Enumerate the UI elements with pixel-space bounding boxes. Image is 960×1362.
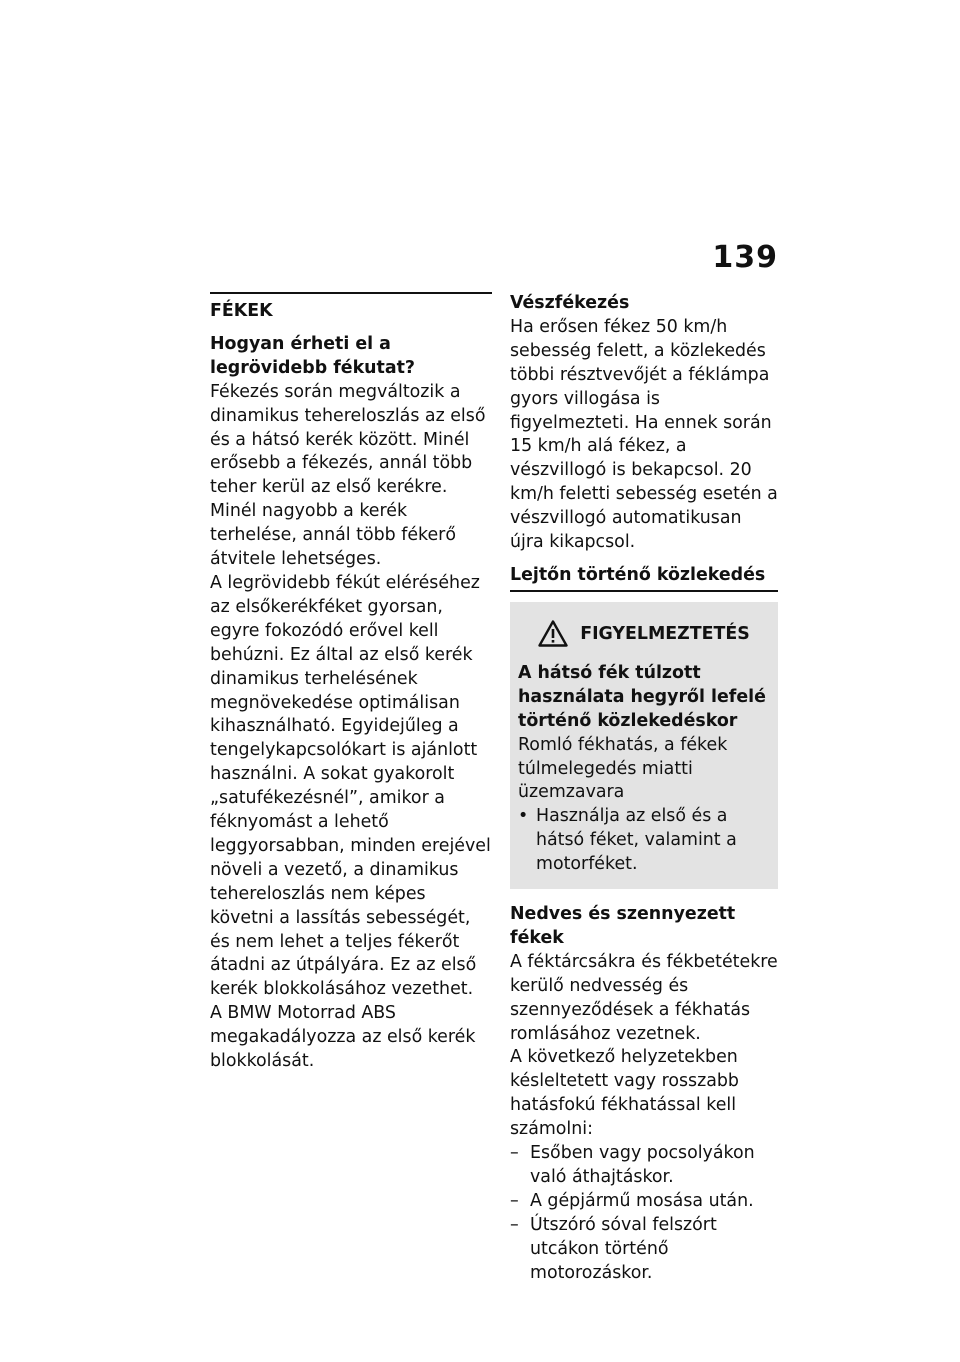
warning-title: A hátsó fék túlzott használata hegyről lefelé történő közlekedéskor: [518, 662, 766, 731]
paragraph-shortest-braking: A legrövidebb fékút eléréséhez az elsőkerékféket gyorsan, egyre fokozódó erővel kell behúzni. Ez által az első kerék dinamikus terhelésének megnövekedése optimálisan kihasználható. Egyidejűleg a tengelykapcsolókart is ajánlott használni. A sokat gyakorolt „satufékezésnél”, amikor a féknyomást a lehető leggyorsabban, minden erejével növeli a vezető, a dinamikus tehereloszlás nem képes követni a lassítás sebességét, és nem lehet a teljes fékerőt átadni az útpályára. Ez az első kerék blokkolásához vezethet.: [210, 572, 491, 1000]
warning-header: [518, 612, 770, 656]
warning-bullet-list: [518, 805, 770, 877]
emergency-braking-paragraph: Ha erősen fékez 50 km/h sebesség felett, a közlekedés többi résztvevőjét a féklámpa gyors villogása is figyelmezteti. Ha ennek során 15 km/h alá fékez, a vészvillogó is bekapcsol. 20 km/h feletti sebesség esetén a vészvillogó automatikusan újra kikapcsol.: [510, 316, 778, 553]
bullet-mark: •: [518, 806, 529, 827]
list-item: [518, 805, 770, 877]
dash-mark: –: [510, 1143, 519, 1164]
dash-item-text: Esőben vagy pocsolyákon való áthajtáskor.: [530, 1143, 755, 1187]
wet-brakes-heading: Nedves és szennyezett fékek: [510, 904, 736, 948]
warning-triangle-icon: [538, 620, 568, 647]
list-item: [510, 1214, 778, 1286]
wet-brakes-paragraph-1: A féktárcsákra és fékbetétekre kerülő nedvesség és szennyeződések a fékhatás romlásához vezetnek.: [510, 951, 778, 1044]
warning-text: Romló fékhatás, a fékek túlmelegedés miatti üzemzavara: [518, 734, 728, 803]
paragraph-load-distribution: Fékezés során megváltozik a dinamikus tehereloszlás az első és a hátsó kerék között. Minél erősebb a fékezés, annál több teher kerül az első kerékre. Minél nagyobb a kerék terhelése, annál több fékerő átvitele lehetséges.: [210, 381, 486, 570]
section-title: FÉKEK: [210, 301, 273, 321]
dash-item-text: A gépjármű mosása után.: [530, 1190, 754, 1211]
shortest-braking-heading: Hogyan érheti el a legrövidebb fékutat?: [210, 333, 415, 378]
wet-conditions-list: [510, 1142, 778, 1285]
page-number: 139: [712, 240, 778, 275]
right-column: [510, 292, 778, 1286]
wet-brakes-paragraph-2: A következő helyzetekben késleltetett vagy rosszabb hatásfokú fékhatással kell számolni:: [510, 1047, 739, 1140]
warning-box: [510, 602, 778, 889]
dash-mark: –: [510, 1190, 519, 1211]
list-item: [510, 1190, 778, 1214]
dash-mark: –: [510, 1214, 519, 1235]
paragraph-abs: A BMW Motorrad ABS megakadályozza az első kerék blokkolását.: [210, 1003, 476, 1072]
bullet-text: Használja az első és a hátsó féket, valamint a motorféket.: [536, 806, 737, 875]
emergency-braking-heading: Vészfékezés: [510, 293, 630, 313]
dash-item-text: Útszóró sóval felszórt utcákon történő motorozáskor.: [530, 1214, 717, 1283]
left-column: [210, 292, 492, 1074]
warning-label: FIGYELMEZTETÉS: [580, 623, 750, 644]
downhill-heading: Lejtőn történő közlekedés: [510, 564, 778, 592]
list-item: [510, 1142, 778, 1190]
